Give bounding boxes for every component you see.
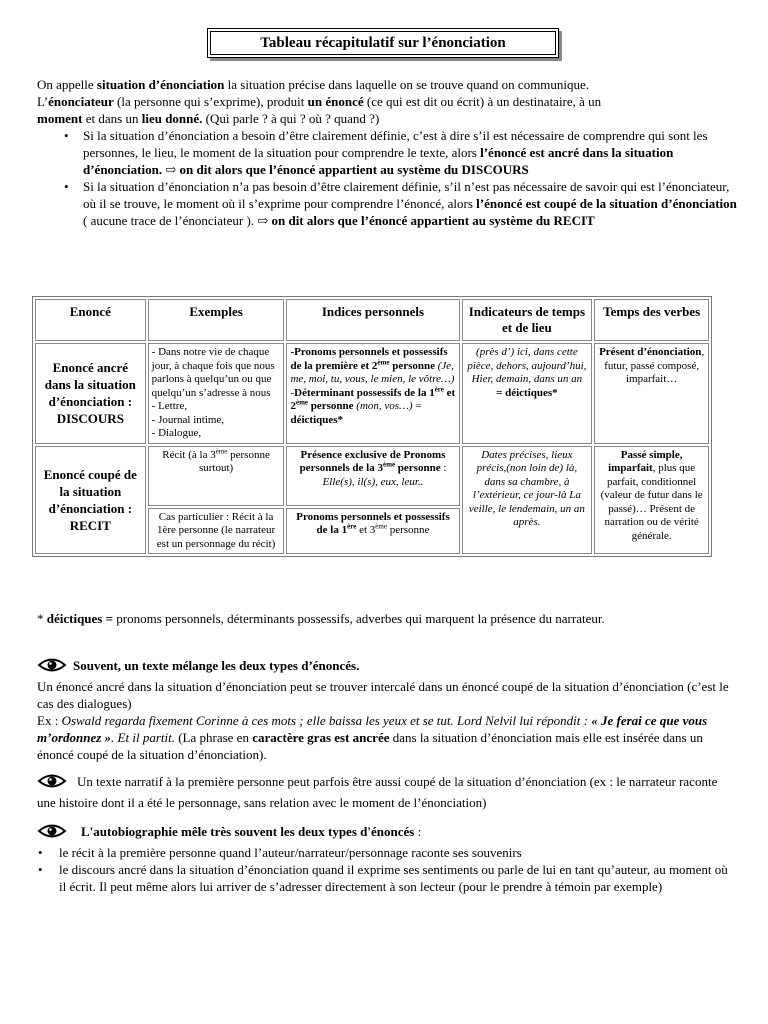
header-indices: Indices personnels <box>286 299 459 341</box>
section-melange-text: Un énoncé ancré dans la situation d’énonciation peut se trouver intercalé dans un énoncé coupé de la situation d’énonciation (c’est le cas des dialogues) <box>37 679 729 711</box>
intro-line-3: moment et dans un lieu donné. (Qui parle ? à qui ? où ? quand ?) <box>37 111 380 126</box>
row-label-discours: Enoncé ancré dans la situation d’énonciation : DISCOURS <box>35 343 146 444</box>
row-label-recit: Enoncé coupé de la situation d’énonciation : RECIT <box>35 446 146 555</box>
discours-indicateurs: (près d’) ici, dans cette pièce, dehors, aujourd’hui, Hier, demain, dans un an = déictiques* <box>462 343 593 444</box>
section-melange-heading: Souvent, un texte mélange les deux types d’énoncés. <box>37 656 737 678</box>
intro-section <box>37 76 737 229</box>
section-premiere-personne <box>37 772 737 811</box>
bullet-dot: • <box>38 862 43 877</box>
intro-line-1: On appelle situation d’énonciation la situation précise dans laquelle on se trouve quand on communique. <box>37 77 590 92</box>
page-title: Tableau récapitulatif sur l’énonciation <box>207 28 559 58</box>
eye-icon <box>37 656 67 678</box>
footnote: * déictiques = pronoms personnels, déterminants possessifs, adverbes qui marquent la présence du narrateur. <box>37 611 605 626</box>
bullet-dot: • <box>64 179 69 194</box>
discours-exemples: - Dans notre vie de chaque jour, à chaque fois que nous parlons à quelqu’un ou que quelqu’un s’adresse à nous - Lettre, - Journal intime, - Dialogue, <box>148 343 285 444</box>
bullet-dot: • <box>38 845 43 860</box>
section-premiere-personne-text: Un texte narratif à la première personne peut parfois être aussi coupé de la situation d’énonciation (ex : le narrateur raconte une histoire dont il a été le personnage, sans relation avec le moment de l’énonciation) <box>37 773 718 810</box>
recit-temps: Passé simple, imparfait, plus que parfait, conditionnel (valeur de futur dans le passé)… Présent de narration ou de vérité générale. <box>594 446 709 555</box>
section-melange <box>37 656 737 763</box>
section-autobiographie-heading: L'autobiographie mêle très souvent les deux types d'énoncés : <box>37 822 737 844</box>
discours-temps: Présent d’énonciation, futur, passé composé, imparfait… <box>594 343 709 444</box>
recit-exemple-2: Cas particulier : Récit à la 1ère personne (le narrateur est un personnage du récit) <box>148 508 285 555</box>
summary-table <box>32 296 712 557</box>
recit-indices-2: Pronoms personnels et possessifs de la 1ère et 3ème personne <box>286 508 459 555</box>
list-item: • le récit à la première personne quand l’auteur/narrateur/personnage raconte ses souvenirs <box>38 845 522 860</box>
discours-indices: -Pronoms personnels et possessifs de la première et 2ème personne (Je, me, moi, tu, vous, le mien, le vôtre…) -Déterminant possessifs de la 1ère et 2ème personne (mon, vos…) = déictiques* <box>286 343 459 444</box>
recit-indices-1: Présence exclusive de Pronoms personnels de la 3ème personne : Elle(s), il(s), eux, leur.. <box>286 446 459 506</box>
header-indicateurs: Indicateurs de temps et de lieu <box>462 299 593 341</box>
section-autobiographie <box>37 822 737 895</box>
intro-line-2: L’énonciateur (la personne qui s’exprime), produit un énoncé (ce qui est dit ou écrit) à un destinataire, à un <box>37 94 602 109</box>
bullet-discours: • Si la situation d’énonciation a besoin d’être clairement définie, c’est à dire s’il est nécessaire de comprendre qui sont les personnes, le lieu, le moment de la situation pour comprendre le texte, alors l’énoncé est ancré dans la situation d’énonciation. ⇨ on dit alors que l’énoncé appartient au système du DISCOURS <box>64 128 708 177</box>
bullet-recit: • Si la situation d’énonciation n’a pas besoin d’être clairement définie, s’il n’est pas nécessaire de savoir qui est l’énonciateur, où il se trouve, le moment où il s’exprime pour comprendre l’énoncé, alors l’énoncé est coupé de la situation d’énonciation ( aucune trace de l’énonciateur ). ⇨ on dit alors que l’énoncé appartient au système du RECIT <box>64 179 737 228</box>
table-row-recit-1 <box>35 446 709 506</box>
header-enonce: Enoncé <box>35 299 146 341</box>
table-row-discours <box>35 343 709 444</box>
table-header-row <box>35 299 709 341</box>
recit-exemple-1: Récit (à la 3ème personne surtout) <box>148 446 285 506</box>
header-exemples: Exemples <box>148 299 285 341</box>
list-item: • le discours ancré dans la situation d’énonciation quand il exprime ses sentiments ou parle de lui en tant qu’auteur, au moment où il écrit. Il peut même alors lui arriver de s’adresser directement à son lecteur (pour le prendre à témoin par exemple) <box>38 862 728 894</box>
section-melange-example: Ex : Oswald regarda fixement Corinne à ces mots ; elle baissa les yeux et se tut. Lord Nelvil lui répondit : « Je ferai ce que vous m’ordonnez ». Et il partit. (La phrase en caractère gras est ancrée dans la situation d’énonciation mais elle est insérée dans un énoncé coupé de la situation d’énonciation). <box>37 713 708 762</box>
eye-icon <box>37 822 67 844</box>
eye-icon <box>37 772 67 794</box>
bullet-dot: • <box>64 128 69 143</box>
header-temps: Temps des verbes <box>594 299 709 341</box>
recit-indicateurs: Dates précises, lieux précis,(non loin de) là, dans sa chambre, à l’extérieur, ce jour-là La veille, le lendemain, un an après. <box>462 446 593 555</box>
